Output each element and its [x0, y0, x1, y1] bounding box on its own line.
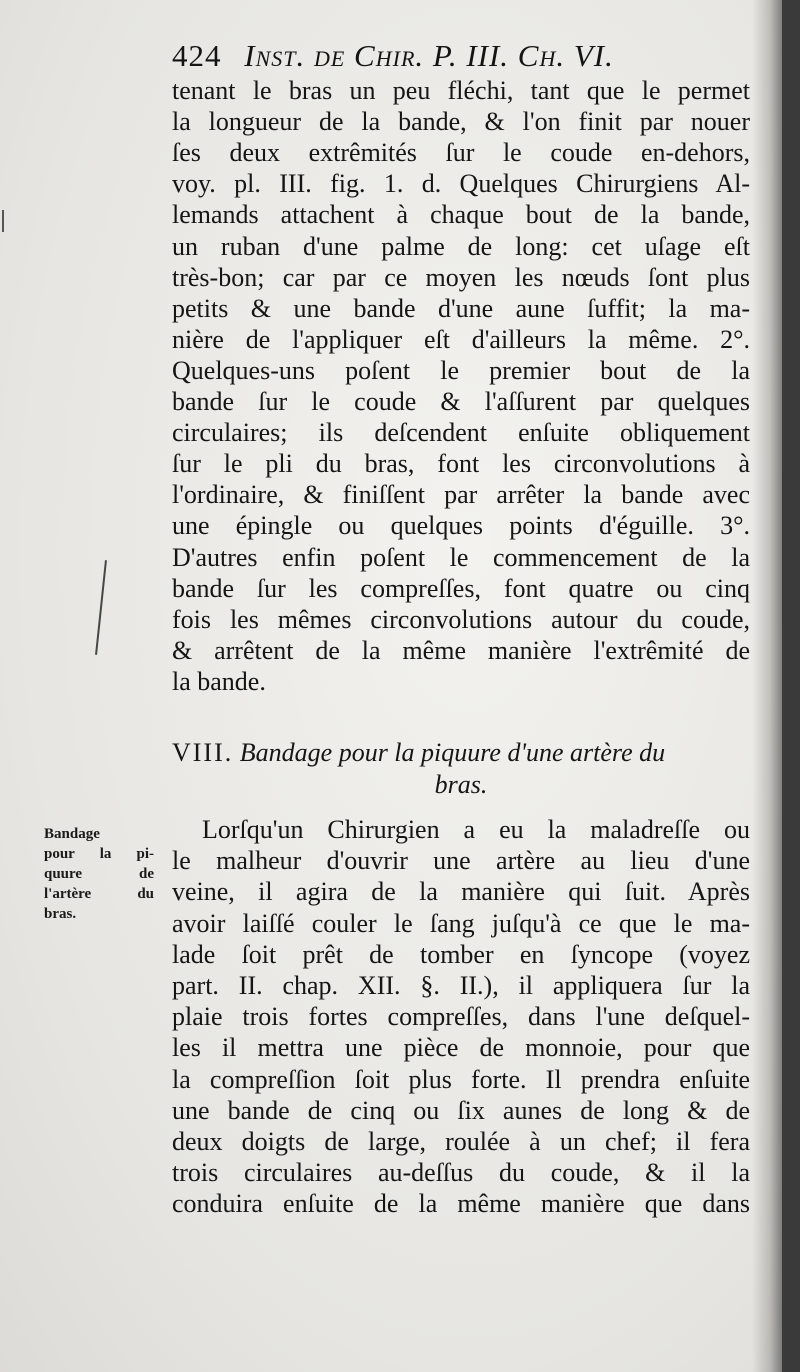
text-line: la longueur de la bande, & l'on finit par nouer: [172, 107, 750, 137]
text-line: très-bon; car par ce moyen les nœuds ſont plus: [172, 262, 750, 292]
margin-note-line: bras.: [44, 906, 77, 922]
margin-note-line: l'artère du: [44, 886, 154, 902]
page-number: 424: [172, 38, 222, 73]
text-line: petits & une bande d'une aune ſuffit; la ma-: [172, 293, 750, 323]
text-line: Quelques-uns poſent le premier bout de la: [172, 355, 750, 385]
text-line: D'autres enfin poſent le commencement de la: [172, 542, 750, 572]
page-header: [172, 38, 752, 78]
text-line: tenant le bras un peu fléchi, tant que le permet: [172, 76, 750, 105]
text-line: & arrêtent de la même manière l'extrêmité de: [172, 635, 750, 665]
section-title-continued: bras.: [434, 770, 488, 799]
margin-note-line: Bandage: [44, 826, 100, 842]
text-line: plaie trois fortes compreſſes, dans l'une deſquel-: [172, 1002, 750, 1032]
text-line: l'ordinaire, & finiſſent par arrêter la bande avec: [172, 480, 750, 510]
text-line: la compreſſion ſoit plus forte. Il prendra enſuite: [172, 1064, 750, 1094]
running-head: Inst. de Chir. P. III. Ch. VI.: [244, 38, 614, 73]
text-line: une bande de cinq ou ſix aunes de long & de: [172, 1095, 750, 1125]
text-line: Lorſqu'un Chirurgien a eu la maladreſſe ou: [202, 815, 750, 844]
text-line: avoir laiſſé couler le ſang juſqu'à ce que le ma-: [172, 908, 750, 938]
margin-pen-stroke: [95, 560, 107, 655]
text-line: deux doigts de large, roulée à un chef; il fera: [172, 1127, 750, 1156]
text-line: conduira enſuite de la même manière que dans: [172, 1189, 750, 1219]
text-line: nière de l'appliquer eſt d'ailleurs la même. 2°.: [172, 324, 750, 354]
text-line: fois les mêmes circonvolutions autour du coude,: [172, 604, 750, 634]
text-line: ſes deux extrêmités ſur le coude en-dehors,: [172, 138, 750, 168]
text-line: bande ſur les compreſſes, font quatre ou cinq: [172, 573, 750, 603]
edge-mark: [2, 210, 4, 232]
text-line: bande ſur le coude & l'aſſurent par quelques: [172, 387, 750, 416]
margin-note: [44, 824, 154, 924]
text-line: veine, il agira de la manière qui ſuit. Après: [172, 877, 750, 907]
text-line: le malheur d'ouvrir une artère au lieu d'une: [172, 846, 750, 876]
gutter-shadow: [752, 0, 782, 1372]
text-line: trois circulaires au-deſſus du coude, & il la: [172, 1158, 750, 1188]
text-line: lade ſoit prêt de tomber en ſyncope (voyez: [172, 939, 750, 969]
section-heading: [172, 738, 750, 768]
text-line: circulaires; ils deſcendent enſuite obliquement: [172, 418, 750, 448]
text-line: voy. pl. III. fig. 1. d. Quelques Chirurgiens Al-: [172, 169, 750, 199]
text-line: un ruban d'une palme de long: cet uſage eſt: [172, 231, 750, 261]
text-line: ſur le pli du bras, font les circonvolutions à: [172, 449, 750, 479]
margin-note-line: pour la pi-: [44, 846, 154, 862]
text-line: une épingle ou quelques points d'éguille. 3°.: [172, 511, 750, 541]
text-line: la bande.: [172, 666, 266, 696]
text-line: lemands attachent à chaque bout de la bande,: [172, 200, 750, 230]
text-line: les il mettra une pièce de monnoie, pour que: [172, 1033, 750, 1063]
margin-note-line: quure de: [44, 866, 154, 882]
section-title: Bandage pour la piquure d'une artère du: [239, 738, 666, 767]
text-line: part. II. chap. XII. §. II.), il appliquera ſur la: [172, 971, 750, 1000]
section-number: VIII.: [172, 738, 234, 767]
